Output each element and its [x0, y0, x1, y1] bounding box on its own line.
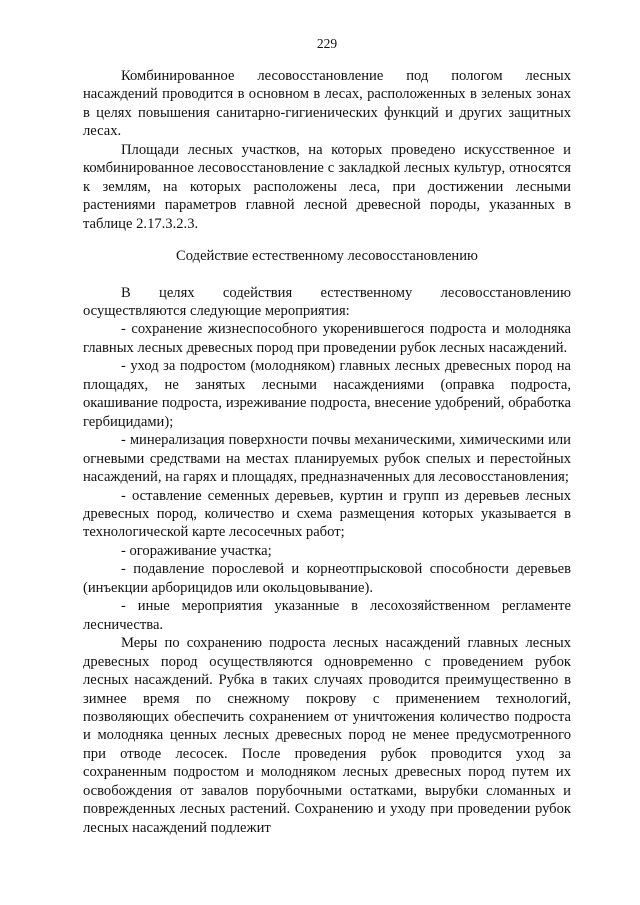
- list-item-measure-5: - огораживание участка;: [121, 542, 272, 559]
- section-heading: Содействие естественному лесовосстановлению: [176, 248, 478, 265]
- paragraph-intro: В целях содействия естественному лесовосстановлению осуществляются следующие мероприятия:: [83, 284, 571, 319]
- list-item-measure-4: - оставление семенных деревьев, куртин и групп из деревьев лесных древесных пород, количество и схема размещения которых указывается в технологической карте лесосечных работ;: [83, 487, 571, 541]
- paragraph-forest-plots: Площади лесных участков, на которых проведено искусственное и комбинированное лесовосстановление с закладкой лесных культур, относятся к землям, на которых расположены леса, при достижении лесными растениями параметров главной лесной древесной породы, указанных в таблице 2.17.3.2.3.: [83, 141, 571, 232]
- page-number: 229: [316, 36, 338, 51]
- list-item-measure-7: - иные мероприятия указанные в лесохозяйственном регламенте лесничества.: [83, 598, 571, 633]
- document-body: [83, 67, 571, 837]
- list-item-measure-3: - минерализация поверхности почвы механическими, химическими или огневыми средствами на местах планируемых рубок спелых и перестойных насаждений, на гарях и площадях, предназначенных для лесовосстановления;: [83, 432, 571, 486]
- list-item-measure-2: - уход за подростом (молодняком) главных лесных древесных пород на площадях, не занятых лесными насаждениями (оправка подроста, окашивание подроста, изреживание подроста, внесение удобрений, обработка гербицидами);: [83, 358, 571, 430]
- list-item-measure-6: - подавление порослевой и корнеотпрысковой способности деревьев (инъекции арборицидов или окольцовывание).: [83, 561, 571, 596]
- paragraph-undergrowth-preservation: Меры по сохранению подроста лесных насаждений главных лесных древесных пород осуществляются одновременно с проведением рубок лесных насаждений. Рубка в таких случаях проводится преимущественно в зимнее время по снежному покрову с применением технологий, позволяющих обеспечить сохранением от уничтожения количество подроста и молодняка ценных лесных древесных пород не менее предусмотренного при отводе лесосек. После проведения рубок проводится уход за сохраненным подростом и молодняком лесных древесных пород путем их освобождения от завалов порубочными остатками, вырубки сломанных и поврежденных лесных растений. Сохранению и уходу при проведении рубок лесных насаждений подлежит: [83, 635, 571, 836]
- list-item-measure-1: - сохранение жизнеспособного укоренившегося подроста и молодняка главных лесных древесных пород при проведении рубок лесных насаждений.: [83, 321, 571, 356]
- paragraph-combined-reforestation: Комбинированное лесовосстановление под пологом лесных насаждений проводится в основном в лесах, расположенных в зеленых зонах в целях повышения санитарно-гигиенических функций и других защитных лесах.: [83, 68, 571, 140]
